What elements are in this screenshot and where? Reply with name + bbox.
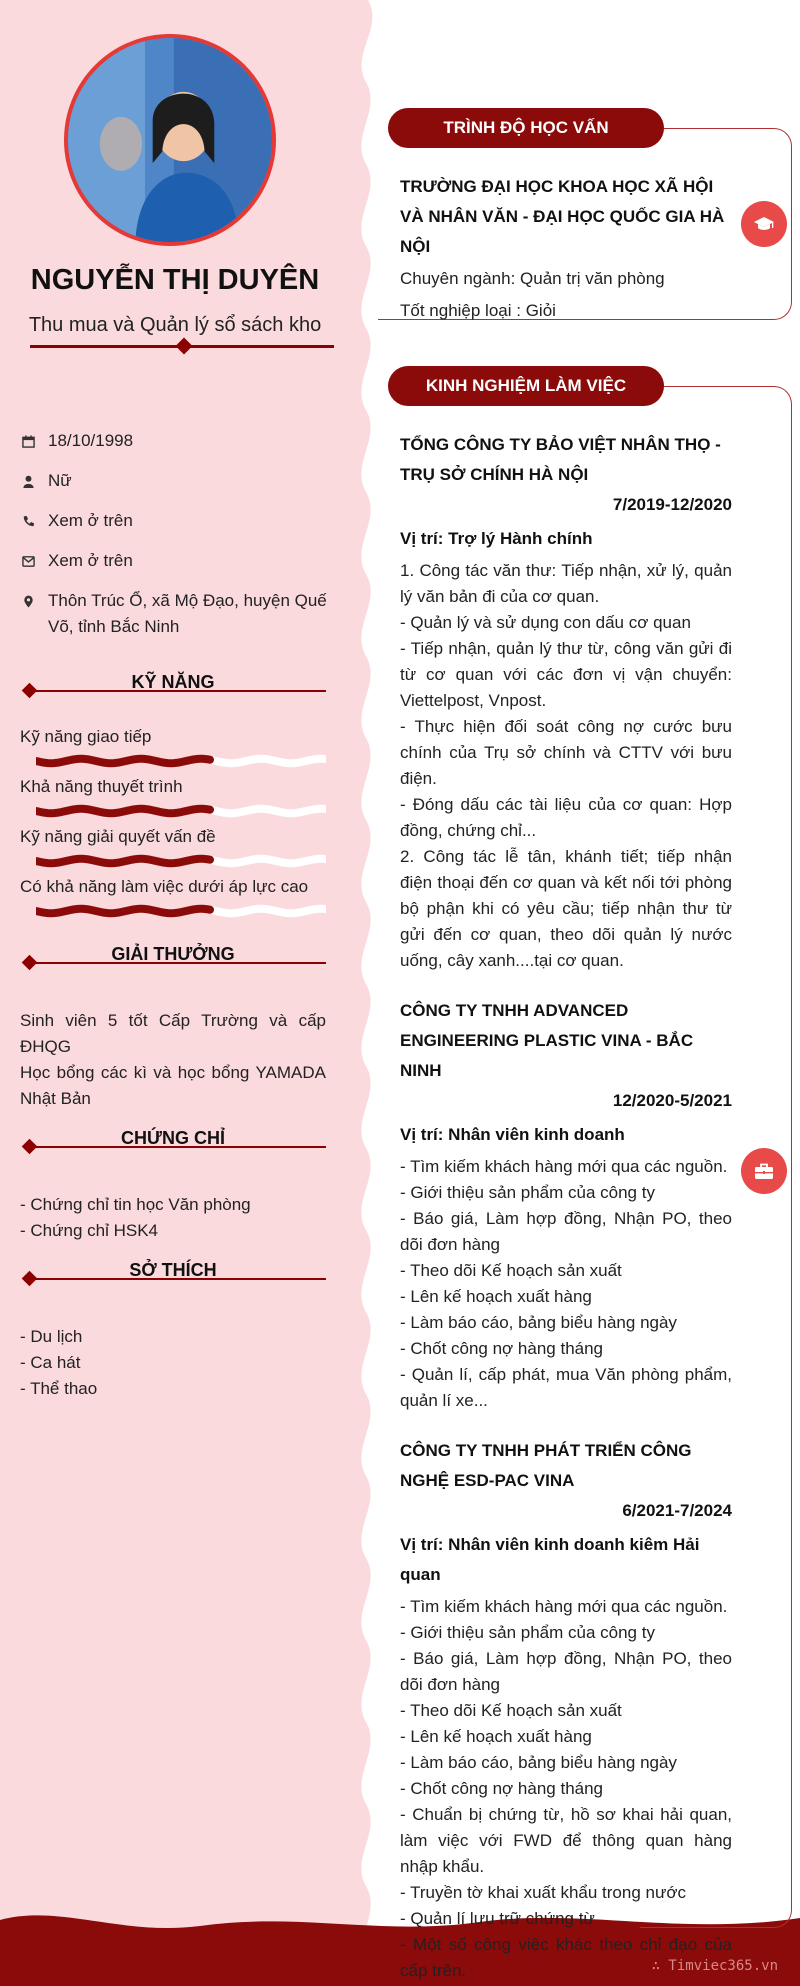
contact-phone (20, 508, 340, 534)
calendar-icon (20, 428, 36, 454)
awards-list (20, 1008, 326, 1112)
job-duty: - Tiếp nhận, quản lý thư từ, công văn gửi đi từ cơ quan với các đơn vị vận chuyển: Viettelpost, Vnpost. (400, 639, 732, 710)
email-value: Xem ở trên (48, 551, 133, 570)
job-position: Vị trí: Trợ lý Hành chính (400, 529, 593, 548)
award-item: Sinh viên 5 tốt Cấp Trường và cấp ĐHQG (20, 1011, 326, 1056)
contact-birthday (20, 428, 340, 454)
contact-gender (20, 468, 340, 494)
certificates-list (20, 1192, 326, 1244)
candidate-name: NGUYỄN THỊ DUYÊN (30, 264, 320, 296)
job-duty: - Tìm kiếm khách hàng mới qua các nguồn. (400, 1597, 728, 1616)
skill-bar (36, 854, 326, 868)
job-duty: 2. Công tác lễ tân, khánh tiết; tiếp nhận điện thoại đến cơ quan và kết nối tới phòng bộ phận khi có yêu cầu; tiếp nhận thư từ gửi đến cơ quan, theo dõi quản lý nước uống, cây xanh....tại cơ quan. (400, 847, 732, 970)
job-duty: - Theo dõi Kế hoạch sản xuất (400, 1261, 622, 1280)
job-entry (400, 1436, 732, 1984)
job-duty: - Truyền tờ khai xuất khẩu trong nước (400, 1883, 686, 1902)
job-duty: - Chốt công nợ hàng tháng (400, 1339, 604, 1358)
skill-label: Kỹ năng giải quyết vấn đề (20, 827, 216, 846)
skill-bar (36, 904, 326, 918)
hobby-item: - Thể thao (20, 1379, 98, 1398)
location-icon (20, 588, 36, 614)
job-period: 7/2019-12/2020 (612, 495, 732, 514)
job-entry (400, 996, 732, 1414)
job-duty: - Theo dõi Kế hoạch sản xuất (400, 1701, 622, 1720)
hobbies-list (20, 1324, 326, 1402)
sidebar-background (0, 0, 372, 1986)
graduation-cap-icon (741, 201, 787, 247)
job-position: Vị trí: Nhân viên kinh doanh (400, 1125, 625, 1144)
job-duty: - Đóng dấu các tài liệu của cơ quan: Hợp đồng, chứng chỉ... (400, 795, 732, 840)
skill-bar-fill (36, 809, 210, 813)
job-period: 12/2020-5/2021 (612, 1091, 732, 1110)
skill-bar-fill (36, 909, 210, 913)
email-icon (20, 548, 36, 574)
candidate-job-title: Thu mua và Quản lý sổ sách kho (28, 314, 322, 336)
job-duty: - Làm báo cáo, bảng biểu hàng ngày (400, 1753, 677, 1772)
briefcase-icon (741, 1148, 787, 1194)
job-duty: 1. Công tác văn thư: Tiếp nhận, xử lý, quản lý văn bản đi của cơ quan. (400, 561, 732, 606)
certificate-item: - Chứng chỉ tin học Văn phòng (20, 1195, 251, 1214)
footer-watermark: ∴ Timviec365.vn (651, 1958, 778, 1974)
skill-label: Khả năng thuyết trình (20, 777, 183, 796)
hobbies-heading: SỞ THÍCH (20, 1260, 326, 1286)
job-duty: - Chuẩn bị chứng từ, hồ sơ khai hải quan, làm việc với FWD để thông quan hàng nhập khẩu. (400, 1805, 732, 1876)
birthday-value: 18/10/1998 (48, 431, 134, 450)
job-duty: - Thực hiện đối soát công nợ cước bưu chính của Trụ sở chính và CTTV với bưu điện. (400, 717, 732, 788)
education-body (400, 172, 732, 324)
job-period: 6/2021-7/2024 (622, 1501, 732, 1520)
skill-bar (36, 804, 326, 818)
job-duty: - Làm báo cáo, bảng biểu hàng ngày (400, 1313, 677, 1332)
job-duty: - Báo giá, Làm hợp đồng, Nhận PO, theo dõi đơn hàng (400, 1649, 732, 1694)
education-grade: Tốt nghiệp loại : Giỏi (400, 301, 556, 320)
phone-value: Xem ở trên (48, 511, 133, 530)
job-duty: - Quản lý và sử dụng con dấu cơ quan (400, 613, 691, 632)
job-duty: - Chốt công nợ hàng tháng (400, 1779, 604, 1798)
skills-heading: KỸ NĂNG (20, 672, 326, 698)
gender-value: Nữ (48, 471, 72, 490)
job-duty: - Một số công việc khác theo chỉ đạo của cấp trên. (400, 1935, 732, 1980)
education-heading: TRÌNH ĐỘ HỌC VẤN (388, 108, 664, 148)
phone-icon (20, 508, 36, 534)
job-entry (400, 430, 732, 974)
experience-heading: KINH NGHIỆM LÀM VIỆC (388, 366, 664, 406)
school-name: TRƯỜNG ĐẠI HỌC KHOA HỌC XÃ HỘI VÀ NHÂN VĂN - ĐẠI HỌC QUỐC GIA HÀ NỘI (400, 177, 725, 256)
job-duty: - Quản lí lưu trữ chứng từ (400, 1909, 595, 1928)
job-duty: - Giới thiệu sản phẩm của công ty (400, 1623, 655, 1642)
person-icon (20, 468, 36, 494)
education-major: Chuyên ngành: Quản trị văn phòng (400, 269, 665, 288)
job-duty: - Tìm kiếm khách hàng mới qua các nguồn. (400, 1157, 728, 1176)
job-duty: - Báo giá, Làm hợp đồng, Nhận PO, theo dõi đơn hàng (400, 1209, 732, 1254)
job-company: CÔNG TY TNHH ADVANCED ENGINEERING PLASTIC VINA - BẮC NINH (400, 1001, 694, 1080)
job-duty: - Lên kế hoạch xuất hàng (400, 1727, 592, 1746)
skill-bar (36, 754, 326, 768)
award-item: Học bổng các kì và học bổng YAMADA Nhật Bản (20, 1063, 326, 1108)
job-company: TỔNG CÔNG TY BẢO VIỆT NHÂN THỌ - TRỤ SỞ CHÍNH HÀ NỘI (400, 435, 721, 484)
job-duty: - Quản lí, cấp phát, mua Văn phòng phẩm, quản lí xe... (400, 1365, 732, 1410)
skill-label: Có khả năng làm việc dưới áp lực cao (20, 877, 309, 896)
hobby-item: - Du lịch (20, 1327, 83, 1346)
avatar (64, 34, 276, 246)
skill-label: Kỹ năng giao tiếp (20, 727, 152, 746)
job-duty: - Lên kế hoạch xuất hàng (400, 1287, 592, 1306)
address-value: Thôn Trúc Ổ, xã Mộ Đạo, huyện Quế Võ, tỉnh Bắc Ninh (48, 591, 327, 636)
experience-body (400, 430, 732, 1984)
certificates-heading: CHỨNG CHỈ (20, 1128, 326, 1154)
contact-address (20, 588, 340, 640)
hobby-item: - Ca hát (20, 1353, 81, 1372)
job-company: CÔNG TY TNHH PHÁT TRIỂN CÔNG NGHỆ ESD-PAC VINA (400, 1441, 692, 1490)
skill-bar-fill (36, 859, 210, 863)
certificate-item: - Chứng chỉ HSK4 (20, 1221, 158, 1240)
skill-bar-fill (36, 759, 210, 763)
job-duty: - Giới thiệu sản phẩm của công ty (400, 1183, 655, 1202)
contact-email (20, 548, 340, 574)
awards-heading: GIẢI THƯỞNG (20, 944, 326, 970)
job-position: Vị trí: Nhân viên kinh doanh kiêm Hải quan (400, 1535, 700, 1584)
